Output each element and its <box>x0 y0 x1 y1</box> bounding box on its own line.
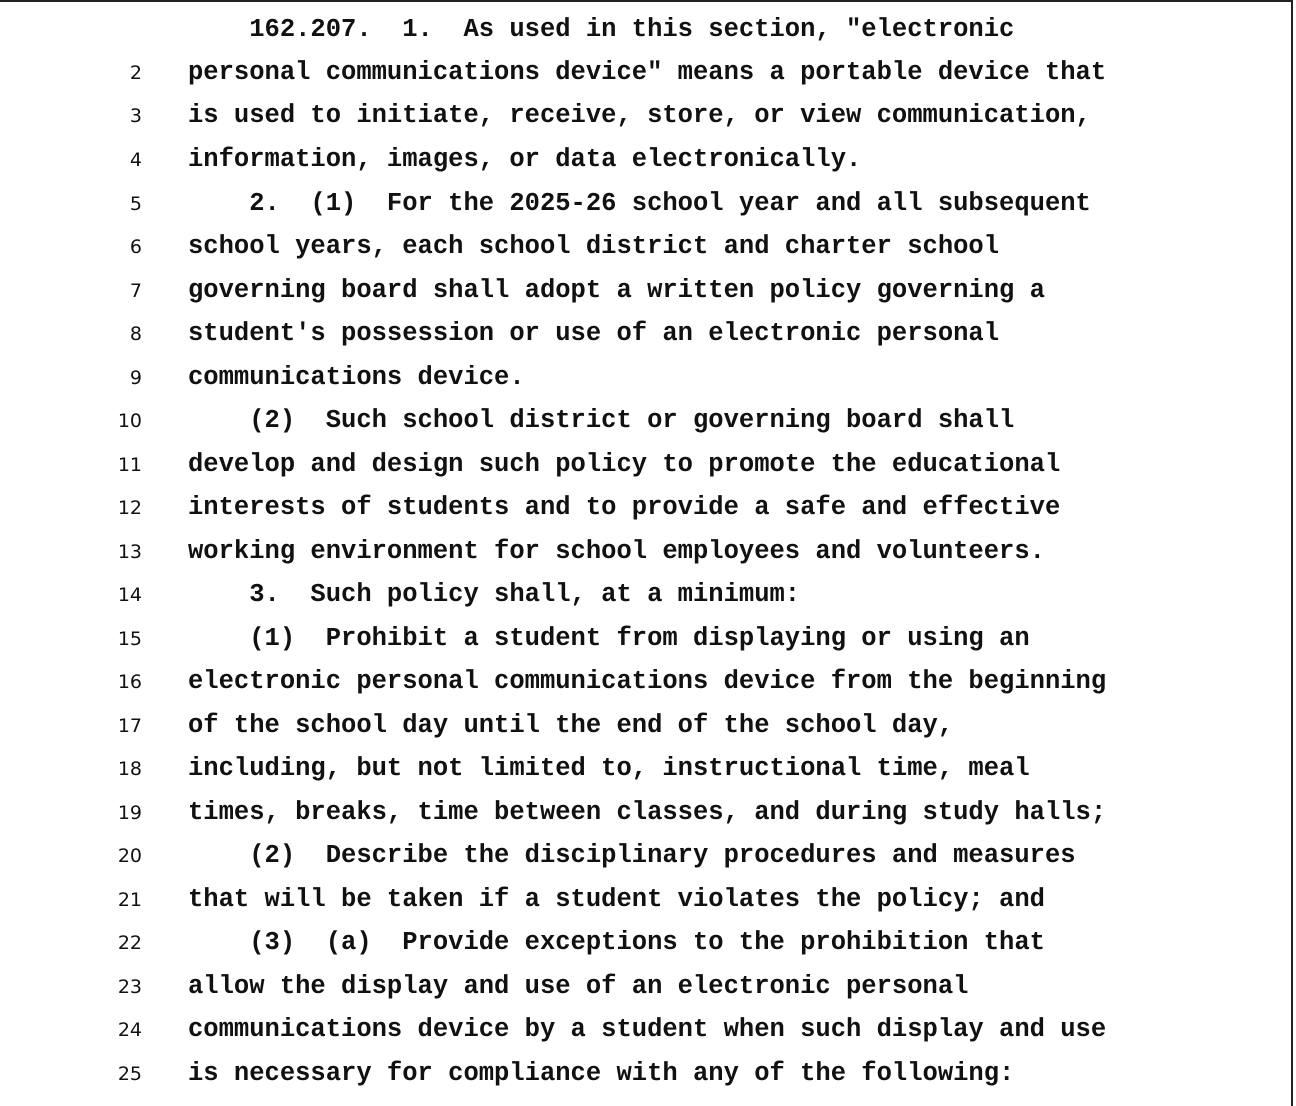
document-line <box>0 189 1290 219</box>
line-text: personal communications device" means a portable device that <box>188 58 1107 87</box>
document-line <box>0 276 1290 306</box>
line-number: 15 <box>117 628 142 650</box>
line-number: 8 <box>129 323 142 345</box>
line-text: develop and design such policy to promote the educational <box>188 450 1061 479</box>
line-number: 6 <box>129 236 142 258</box>
line-number: 16 <box>117 671 142 693</box>
document-line <box>0 58 1290 88</box>
document-line <box>0 754 1290 784</box>
line-number: 9 <box>129 367 142 389</box>
line-number: 25 <box>117 1063 142 1085</box>
line-text: that will be taken if a student violates the policy; and <box>188 885 1045 914</box>
line-number: 12 <box>117 497 142 519</box>
document-line <box>0 667 1290 697</box>
line-number: 19 <box>117 802 142 824</box>
line-text: electronic personal communications device from the beginning <box>188 667 1107 696</box>
line-text: (2) Such school district or governing board shall <box>188 406 1015 435</box>
document-line <box>0 624 1290 654</box>
line-number: 5 <box>129 193 142 215</box>
line-number: 24 <box>117 1019 142 1041</box>
line-text: (2) Describe the disciplinary procedures and measures <box>188 841 1076 870</box>
line-text: (3) (a) Provide exceptions to the prohibition that <box>188 928 1045 957</box>
line-text: communications device by a student when such display and use <box>188 1015 1107 1044</box>
line-text: allow the display and use of an electronic personal <box>188 972 969 1001</box>
line-number: 14 <box>117 584 142 606</box>
line-number: 7 <box>129 280 142 302</box>
line-number: 21 <box>117 889 142 911</box>
line-number: 4 <box>129 149 142 171</box>
line-text: governing board shall adopt a written policy governing a <box>188 276 1045 305</box>
document-line <box>0 885 1290 915</box>
line-number: 22 <box>117 932 142 954</box>
line-text: is used to initiate, receive, store, or view communication, <box>188 101 1091 130</box>
document-line <box>0 798 1290 828</box>
document-line <box>0 711 1290 741</box>
line-number: 13 <box>117 541 142 563</box>
document-line <box>0 450 1290 480</box>
document-line <box>0 1059 1290 1089</box>
line-text: school years, each school district and charter school <box>188 232 1000 261</box>
document-line <box>0 15 1290 45</box>
line-number: 20 <box>117 845 142 867</box>
line-text: working environment for school employees and volunteers. <box>188 537 1045 566</box>
document-line <box>0 580 1290 610</box>
line-number: 3 <box>129 105 142 127</box>
line-text: of the school day until the end of the school day, <box>188 711 954 740</box>
line-text: information, images, or data electronically. <box>188 145 862 174</box>
line-text: student's possession or use of an electronic personal <box>188 319 1000 348</box>
document-line <box>0 972 1290 1002</box>
line-number: 17 <box>117 715 142 737</box>
document-line <box>0 232 1290 262</box>
document-line <box>0 319 1290 349</box>
line-text: 162.207. 1. As used in this section, "electronic <box>188 15 1015 44</box>
line-text: including, but not limited to, instructional time, meal <box>188 754 1030 783</box>
line-number: 10 <box>117 410 142 432</box>
line-text: 3. Such policy shall, at a minimum: <box>188 580 801 609</box>
line-text: (1) Prohibit a student from displaying or using an <box>188 624 1030 653</box>
document-line <box>0 537 1290 567</box>
document-line <box>0 101 1290 131</box>
line-number: 23 <box>117 976 142 998</box>
line-text: times, breaks, time between classes, and during study halls; <box>188 798 1107 827</box>
line-number: 18 <box>117 758 142 780</box>
line-text: communications device. <box>188 363 525 392</box>
document-line <box>0 1015 1290 1045</box>
line-number: 2 <box>129 62 142 84</box>
line-text: 2. (1) For the 2025-26 school year and all subsequent <box>188 189 1091 218</box>
line-number: 11 <box>117 454 142 476</box>
document-line <box>0 493 1290 523</box>
document-line <box>0 406 1290 436</box>
document-line <box>0 363 1290 393</box>
line-text: interests of students and to provide a safe and effective <box>188 493 1061 522</box>
line-text: is necessary for compliance with any of the following: <box>188 1059 1015 1088</box>
document-line <box>0 841 1290 871</box>
document-line <box>0 928 1290 958</box>
document-line <box>0 145 1290 175</box>
